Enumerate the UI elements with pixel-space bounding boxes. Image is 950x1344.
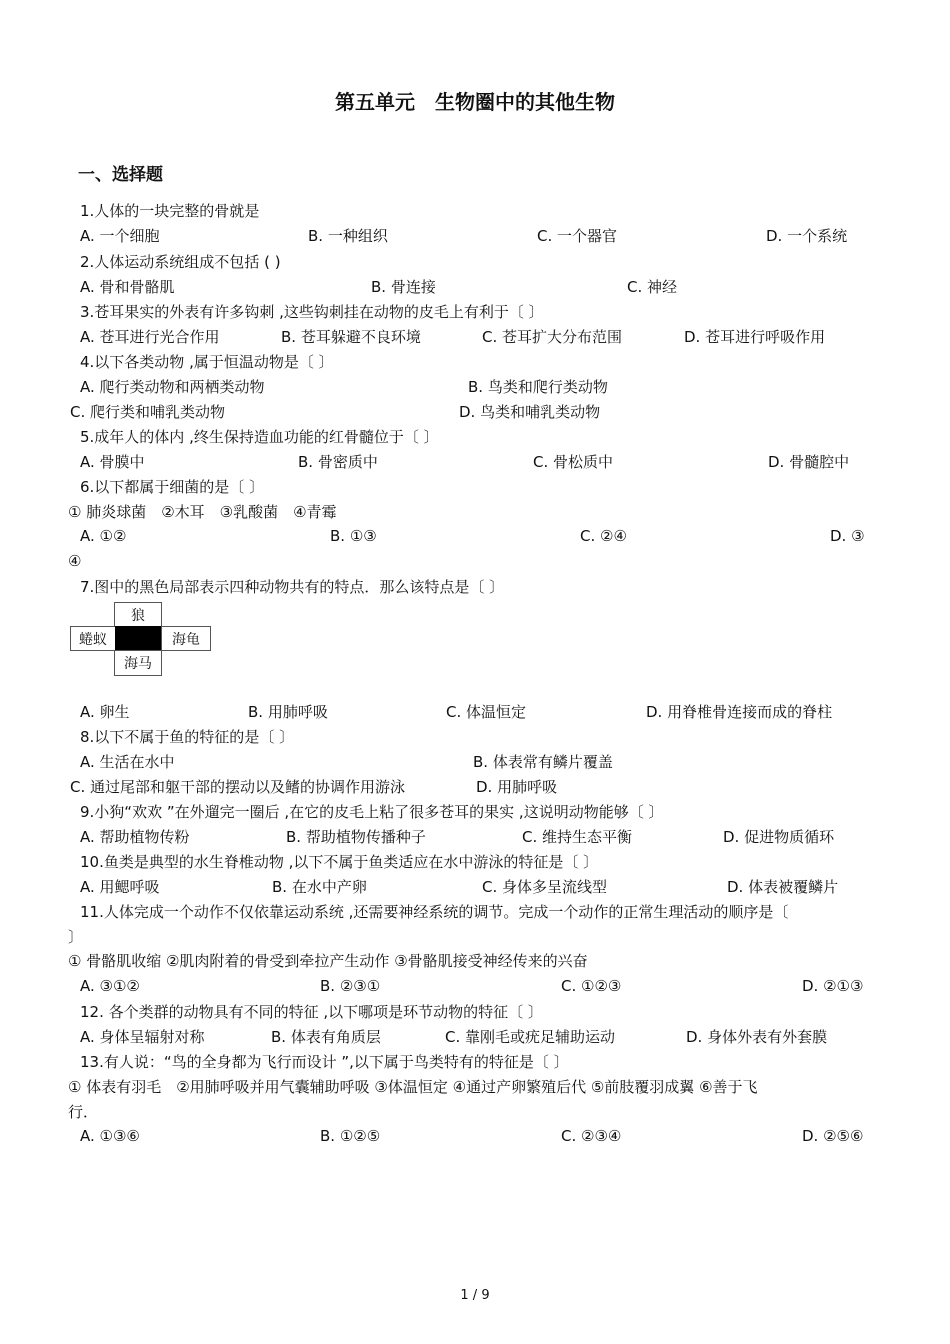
text-line: B. 骨连接 xyxy=(371,278,436,296)
text-line: A. 用鳃呼吸 xyxy=(80,878,160,896)
text-line: 5.成年人的体内 ,终生保持造血功能的红骨髓位于〔 〕 xyxy=(80,428,439,446)
text-line: D. 鸟类和哺乳类动物 xyxy=(459,403,601,421)
text-line: 6.以下都属于细菌的是〔 〕 xyxy=(80,478,265,496)
text-line: B. 在水中产卵 xyxy=(272,878,367,896)
text-line: ④ xyxy=(68,552,82,570)
text-line: C. 体温恒定 xyxy=(446,703,527,721)
figure-shared-region xyxy=(115,626,162,651)
text-line: A. 身体呈辐射对称 xyxy=(80,1028,205,1046)
text-line: D. 促进物质循环 xyxy=(723,828,835,846)
text-line: C. 苍耳扩大分布范围 xyxy=(482,328,623,346)
text-line: B. 体表有角质层 xyxy=(271,1028,381,1046)
text-line: B. 鸟类和爬行类动物 xyxy=(468,378,608,396)
text-line: 10.鱼类是典型的水生脊椎动物 ,以下不属于鱼类适应在水中游泳的特征是〔 〕 xyxy=(80,853,599,871)
text-line: 13.有人说：“鸟的全身都为飞行而设计 ”,以下属于鸟类特有的特征是〔 〕 xyxy=(80,1053,569,1071)
text-line: 12. 各个类群的动物具有不同的特征 ,以下哪项是环节动物的特征〔 〕 xyxy=(80,1003,543,1021)
text-line: B. 一种组织 xyxy=(308,227,388,245)
text-line: A. ③①② xyxy=(80,977,140,995)
text-line: A. ①③⑥ xyxy=(80,1127,140,1145)
text-line: D. ②⑤⑥ xyxy=(802,1127,864,1145)
text-line: A. 一个细胞 xyxy=(80,227,160,245)
text-line: A. 生活在水中 xyxy=(80,753,175,771)
text-line: D. 苍耳进行呼吸作用 xyxy=(684,328,826,346)
text-line: A. 爬行类动物和两栖类动物 xyxy=(80,378,265,396)
text-line: 〕 xyxy=(68,928,84,946)
figure-box-left: 蜷蚁 xyxy=(70,626,116,651)
text-line: 3.苍耳果实的外表有许多钩刺 ,这些钩刺挂在动物的皮毛上有利于〔 〕 xyxy=(80,303,544,321)
text-line: C. 通过尾部和躯干部的摆动以及鳍的协调作用游泳 xyxy=(70,778,406,796)
text-line: B. 骨密质中 xyxy=(298,453,378,471)
text-line: D. 骨髓腔中 xyxy=(768,453,850,471)
text-line: C. ①②③ xyxy=(561,977,622,995)
text-line: B. ①②⑤ xyxy=(320,1127,381,1145)
text-line: D. 一个系统 xyxy=(766,227,848,245)
text-line: B. ②③① xyxy=(320,977,381,995)
text-line: D. ③ xyxy=(830,527,865,545)
figure-box-top: 狼 xyxy=(114,602,162,627)
text-line: C. ②④ xyxy=(580,527,627,545)
text-line: B. 帮助植物传播种子 xyxy=(286,828,426,846)
text-line: C. 维持生态平衡 xyxy=(522,828,633,846)
text-line: C. ②③④ xyxy=(561,1127,622,1145)
text-line: ① 骨骼肌收缩 ②肌肉附着的骨受到牵拉产生动作 ③骨骼肌接受神经传来的兴奋 xyxy=(68,952,588,970)
text-line: C. 爬行类和哺乳类动物 xyxy=(70,403,226,421)
text-line: 9.小狗“欢欢 ”在外遛完一圈后 ,在它的皮毛上粘了很多苍耳的果实 ,这说明动物能够〔 〕 xyxy=(80,803,664,821)
text-line: 行． xyxy=(68,1103,99,1121)
text-line: A. 卵生 xyxy=(80,703,130,721)
text-line: C. 骨松质中 xyxy=(533,453,614,471)
text-line: C. 身体多呈流线型 xyxy=(482,878,608,896)
page-title: 第五单元 生物圈中的其他生物 xyxy=(335,90,615,114)
section-heading: 一、选择题 xyxy=(78,165,163,185)
text-line: 11.人体完成一个动作不仅依靠运动系统 ,还需要神经系统的调节。完成一个动作的正常生理活动的顺序是〔 xyxy=(80,903,789,921)
text-line: A. 苍耳进行光合作用 xyxy=(80,328,220,346)
text-line: ① 肺炎球菌 ②木耳 ③乳酸菌 ④青霉 xyxy=(68,503,337,521)
text-line: D. 用肺呼吸 xyxy=(476,778,558,796)
text-line: A. 骨和骨骼肌 xyxy=(80,278,175,296)
text-line: D. 用脊椎骨连接而成的脊柱 xyxy=(646,703,833,721)
text-line: 8.以下不属于鱼的特征的是〔 〕 xyxy=(80,728,295,746)
figure-box-right: 海龟 xyxy=(161,626,211,651)
text-line: B. 用肺呼吸 xyxy=(248,703,328,721)
text-line: 4.以下各类动物 ,属于恒温动物是〔 〕 xyxy=(80,353,334,371)
text-line: B. ①③ xyxy=(330,527,377,545)
text-line: A. ①② xyxy=(80,527,127,545)
text-line: C. 神经 xyxy=(627,278,678,296)
text-line: C. 一个器官 xyxy=(537,227,618,245)
text-line: D. 身体外表有外套膜 xyxy=(686,1028,828,1046)
text-line: 1.人体的一块完整的骨就是 xyxy=(80,202,260,220)
text-line: D. ②①③ xyxy=(802,977,864,995)
text-line: D. 体表被覆鳞片 xyxy=(727,878,839,896)
figure-box-bottom: 海马 xyxy=(114,650,162,676)
text-line: ① 体表有羽毛 ②用肺呼吸并用气囊辅助呼吸 ③体温恒定 ④通过产卵繁殖后代 ⑤前肢覆羽成翼 ⑥善于飞 xyxy=(68,1078,758,1096)
page-number: 1 / 9 xyxy=(460,1288,490,1303)
text-line: 7.图中的黑色局部表示四种动物共有的特点．那么该特点是〔 〕 xyxy=(80,578,505,596)
text-line: 2.人体运动系统组成不包括 ( ) xyxy=(80,253,281,271)
text-line: B. 苍耳躲避不良环境 xyxy=(281,328,421,346)
text-line: B. 体表常有鳞片覆盖 xyxy=(473,753,613,771)
text-line: C. 靠刚毛或疣足辅助运动 xyxy=(445,1028,616,1046)
text-line: A. 骨膜中 xyxy=(80,453,145,471)
text-line: A. 帮助植物传粉 xyxy=(80,828,190,846)
